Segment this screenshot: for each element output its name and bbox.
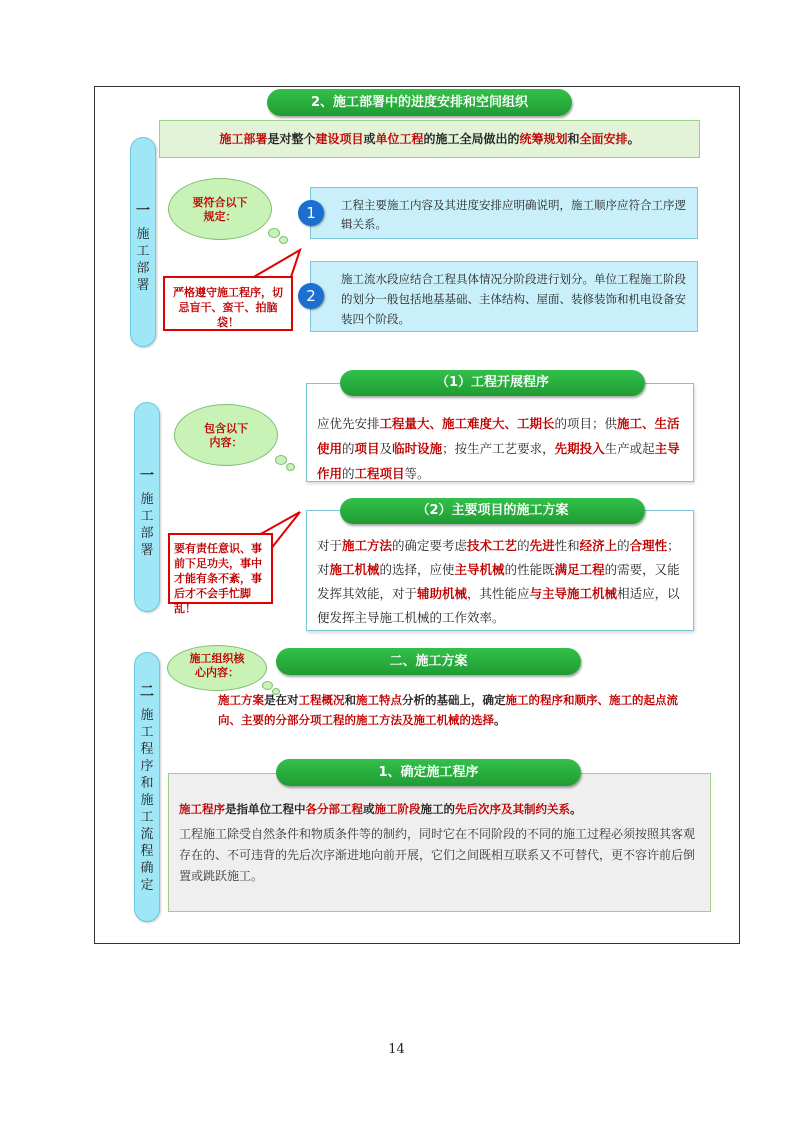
sub-1-box: 应优先安排工程量大、施工难度大、工期长的项目；供施工、生活使用的项目及临时设施；按生产工艺要求，先期投入生产或起主导作用的工程项目等。 [306, 383, 694, 482]
tab-number: 一 [136, 203, 150, 219]
thought-cloud: 要符合以下规定： [168, 178, 272, 240]
tab-text: 施 工 部 署 [140, 492, 154, 558]
intro-term: 施工部署 [219, 132, 268, 146]
tab-number: 二 [140, 684, 154, 700]
intro-term: 全面安排 [579, 132, 628, 146]
intro-term: 单位工程 [375, 132, 424, 146]
intro-text: 或 [363, 132, 376, 146]
sub-1-title: （1）工程开展程序 [340, 370, 645, 396]
page-number: 14 [388, 1042, 405, 1057]
item-1-box: 工程主要施工内容及其进度安排应明确说明，施工顺序应符合工序逻辑关系。 [310, 187, 698, 239]
sub-3-title: 1、确定施工程序 [276, 759, 581, 786]
thought-cloud: 施工组织核心内容： [167, 645, 267, 691]
item-1-number: 1 [298, 200, 324, 226]
sub-2-box: 对于施工方法的确定要考虑技术工艺的先进性和经济上的合理性；对施工机械的选择，应使主导机械的性能既满足工程的需要，又能发挥其效能，对于辅助机械，其性能应与主导施工机械相适应，以便发挥主导施工机械的工作效率。 [306, 510, 694, 631]
warning-callout-2: 要有责任意识、事前下足功夫，事中才能有条不紊，事后才不会手忙脚乱！ [168, 533, 273, 604]
warning-callout-1: 严格遵守施工程序，切忌盲干、蛮干、拍脑袋！ [163, 276, 293, 331]
intro-text: 和 [567, 132, 580, 146]
procedure-body: 工程施工除受自然条件和物质条件等的制约，同时它在不同阶段的不同的施工过程必须按照其客观存在的、不可违背的先后次序渐进地向前开展，它们之间既相互联系又不可替代，更不容许前后倒置或跳跃施工。 [179, 827, 696, 883]
side-tab-3 [134, 652, 160, 922]
intro-term: 建设项目 [315, 132, 364, 146]
side-tab-2 [134, 402, 160, 612]
cloud-bubble [262, 681, 273, 690]
intro-text: 是对整个 [267, 132, 316, 146]
item-2-number: 2 [298, 283, 324, 309]
cloud-bubble [286, 463, 295, 471]
item-2-box: 施工流水段应结合工程具体情况分阶段进行划分。单位工程施工阶段的划分一般包括地基基础、主体结构、屋面、装修装饰和机电设备安装四个阶段。 [310, 261, 698, 332]
tab-text: 施 工 部 署 [136, 227, 150, 293]
thought-cloud: 包含以下内容： [174, 404, 278, 466]
tab-text: 施 工 程 序 和 施 工 流 程 确 定 [140, 708, 154, 893]
intro-term: 统筹规划 [519, 132, 568, 146]
intro-text: 的施工全局做出的 [423, 132, 520, 146]
section-title: 2、施工部署中的进度安排和空间组织 [267, 89, 572, 116]
section-2-title: 二、施工方案 [276, 648, 581, 675]
sub-2-title: （2）主要项目的施工方案 [340, 498, 645, 524]
sub-3-box [168, 773, 711, 912]
plan-definition: 施工方案是在对工程概况和施工特点分析的基础上，确定施工的程序和顺序、施工的起点流向、主要的分部分项工程的施工方法及施工机械的选择。 [218, 693, 678, 727]
tab-number: 一 [140, 468, 154, 484]
intro-text: 。 [627, 132, 640, 146]
procedure-definition: 施工程序是指单位工程中各分部工程或施工阶段施工的先后次序及其制约关系。 [179, 802, 582, 816]
cloud-bubble [275, 455, 287, 465]
